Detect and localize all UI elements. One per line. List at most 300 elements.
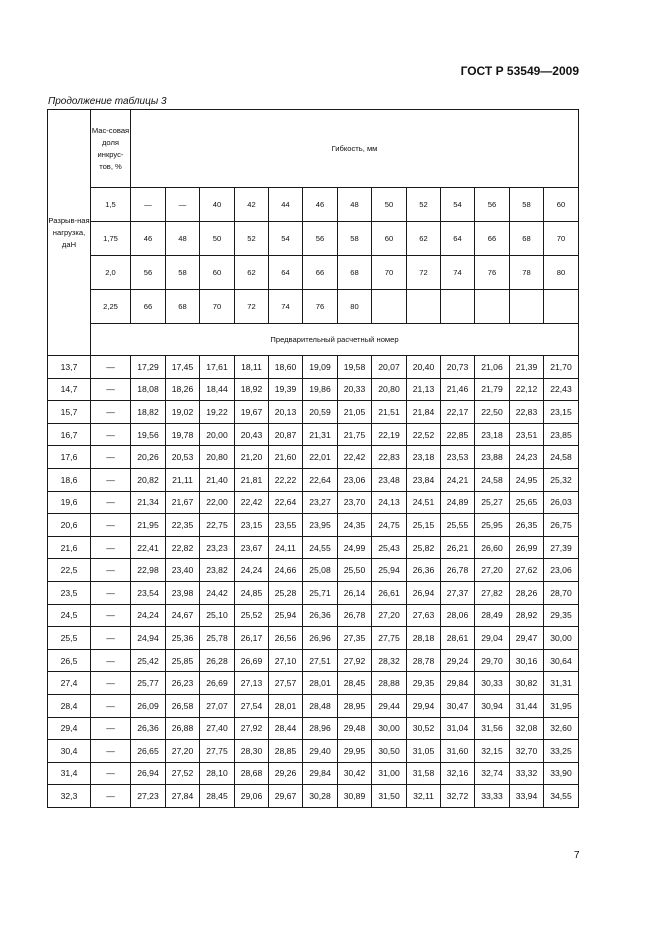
value-cell: 29,26	[269, 762, 303, 785]
value-cell: 17,45	[166, 356, 200, 379]
value-cell: 32,60	[544, 717, 579, 740]
value-cell: 18,26	[166, 378, 200, 401]
mass-fraction-cell: —	[91, 356, 131, 379]
value-cell: 24,24	[235, 559, 269, 582]
mass-fraction-cell: —	[91, 762, 131, 785]
value-cell: 22,52	[407, 423, 441, 446]
value-cell: 19,86	[303, 378, 338, 401]
value-cell: 23,54	[131, 581, 166, 604]
header-row	[48, 222, 579, 256]
value-cell: 29,04	[475, 627, 510, 650]
header-flex-value: 42	[235, 188, 269, 222]
header-flex-value: 70	[200, 290, 235, 324]
value-cell: 21,06	[475, 356, 510, 379]
header-mass-value: 2,0	[91, 256, 131, 290]
value-cell: 31,44	[510, 694, 544, 717]
value-cell: 24,75	[372, 514, 407, 537]
value-cell: 26,36	[303, 604, 338, 627]
header-flex-value: 60	[544, 188, 579, 222]
mass-fraction-cell: —	[91, 401, 131, 424]
header-flex-value: 46	[303, 188, 338, 222]
value-cell: 30,82	[510, 672, 544, 695]
breaking-load-cell: 13,7	[48, 356, 91, 379]
header-flex-value: 66	[475, 222, 510, 256]
value-cell: 25,94	[372, 559, 407, 582]
value-cell: 23,48	[372, 468, 407, 491]
value-cell: 18,44	[200, 378, 235, 401]
header-flex-value: 78	[510, 256, 544, 290]
breaking-load-cell: 26,5	[48, 649, 91, 672]
value-cell: 26,99	[510, 536, 544, 559]
value-cell: 19,56	[131, 423, 166, 446]
value-cell: 30,00	[544, 627, 579, 650]
header-flex-value: 66	[303, 256, 338, 290]
value-cell: 24,55	[303, 536, 338, 559]
value-cell: 21,39	[510, 356, 544, 379]
value-cell: 24,89	[441, 491, 475, 514]
value-cell: 22,50	[475, 401, 510, 424]
value-cell: 28,01	[303, 672, 338, 695]
value-cell: 27,39	[544, 536, 579, 559]
value-cell: 29,95	[338, 740, 372, 763]
value-cell: 18,11	[235, 356, 269, 379]
header-flex-value: 52	[407, 188, 441, 222]
value-cell: 28,45	[338, 672, 372, 695]
header-row	[48, 188, 579, 222]
value-cell: 22,43	[544, 378, 579, 401]
value-cell: 30,28	[303, 785, 338, 808]
value-cell: 32,74	[475, 762, 510, 785]
value-cell: 26,36	[407, 559, 441, 582]
mass-fraction-cell: —	[91, 536, 131, 559]
value-cell: 21,40	[200, 468, 235, 491]
value-cell: 20,73	[441, 356, 475, 379]
table-row	[48, 536, 579, 559]
breaking-load-cell: 30,4	[48, 740, 91, 763]
mass-fraction-cell: —	[91, 581, 131, 604]
value-cell: 29,06	[235, 785, 269, 808]
value-cell: 25,10	[200, 604, 235, 627]
breaking-load-cell: 25,5	[48, 627, 91, 650]
header-flex-value: 68	[510, 222, 544, 256]
value-cell: 21,11	[166, 468, 200, 491]
breaking-load-cell: 22,5	[48, 559, 91, 582]
value-cell: 21,95	[131, 514, 166, 537]
value-cell: 25,85	[166, 649, 200, 672]
header-flex-value: 60	[200, 256, 235, 290]
value-cell: 27,20	[475, 559, 510, 582]
header-flex-value: 56	[303, 222, 338, 256]
value-cell: 31,60	[441, 740, 475, 763]
table-row	[48, 468, 579, 491]
value-cell: 29,24	[441, 649, 475, 672]
value-cell: 28,48	[303, 694, 338, 717]
value-cell: 30,94	[475, 694, 510, 717]
value-cell: 21,46	[441, 378, 475, 401]
header-flex-value: 74	[441, 256, 475, 290]
value-cell: 22,19	[372, 423, 407, 446]
value-cell: 24,21	[441, 468, 475, 491]
value-cell: 25,94	[269, 604, 303, 627]
value-cell: 23,15	[544, 401, 579, 424]
header-flex-value: 62	[407, 222, 441, 256]
value-cell: 20,26	[131, 446, 166, 469]
table-row	[48, 627, 579, 650]
header-flex-value: 70	[544, 222, 579, 256]
value-cell: 25,78	[200, 627, 235, 650]
value-cell: 32,16	[441, 762, 475, 785]
table-row	[48, 762, 579, 785]
table-row	[48, 785, 579, 808]
header-flex-value	[510, 290, 544, 324]
value-cell: 32,70	[510, 740, 544, 763]
value-cell: 26,96	[303, 627, 338, 650]
value-cell: 23,06	[338, 468, 372, 491]
header-row	[48, 290, 579, 324]
value-cell: 26,94	[131, 762, 166, 785]
value-cell: 26,58	[166, 694, 200, 717]
value-cell: 22,83	[372, 446, 407, 469]
value-cell: 23,06	[544, 559, 579, 582]
value-cell: 21,81	[235, 468, 269, 491]
header-flex-value: 40	[200, 188, 235, 222]
header-flex-value: 54	[269, 222, 303, 256]
breaking-load-cell: 17,6	[48, 446, 91, 469]
value-cell: 33,94	[510, 785, 544, 808]
value-cell: 29,84	[441, 672, 475, 695]
value-cell: 34,55	[544, 785, 579, 808]
mass-fraction-cell: —	[91, 694, 131, 717]
value-cell: 27,20	[372, 604, 407, 627]
value-cell: 21,84	[407, 401, 441, 424]
value-cell: 25,43	[372, 536, 407, 559]
value-cell: 28,92	[510, 604, 544, 627]
value-cell: 28,78	[407, 649, 441, 672]
header-mass-value: 2,25	[91, 290, 131, 324]
header-flex-value: 74	[269, 290, 303, 324]
value-cell: 20,13	[269, 401, 303, 424]
value-cell: 24,58	[475, 468, 510, 491]
value-cell: 27,54	[235, 694, 269, 717]
value-cell: 24,67	[166, 604, 200, 627]
value-cell: 19,09	[303, 356, 338, 379]
breaking-load-cell: 29,4	[48, 717, 91, 740]
header-breaking-load: Разрыв-ная нагрузка, даН	[48, 110, 91, 356]
header-flex-value: 80	[338, 290, 372, 324]
header-flex-value: 54	[441, 188, 475, 222]
table-row	[48, 740, 579, 763]
header-flex-value	[372, 290, 407, 324]
value-cell: 30,64	[544, 649, 579, 672]
breaking-load-cell: 31,4	[48, 762, 91, 785]
value-cell: 26,78	[441, 559, 475, 582]
breaking-load-cell: 32,3	[48, 785, 91, 808]
mass-fraction-cell: —	[91, 627, 131, 650]
breaking-load-cell: 14,7	[48, 378, 91, 401]
value-cell: 25,28	[269, 581, 303, 604]
value-cell: 27,20	[166, 740, 200, 763]
value-cell: 33,33	[475, 785, 510, 808]
value-cell: 31,50	[372, 785, 407, 808]
value-cell: 28,61	[441, 627, 475, 650]
value-cell: 29,84	[303, 762, 338, 785]
value-cell: 22,85	[441, 423, 475, 446]
value-cell: 28,10	[200, 762, 235, 785]
value-cell: 27,92	[338, 649, 372, 672]
value-cell: 26,78	[338, 604, 372, 627]
header-flex-value: 72	[235, 290, 269, 324]
header-flex-value: 44	[269, 188, 303, 222]
value-cell: 27,84	[166, 785, 200, 808]
value-cell: 29,35	[407, 672, 441, 695]
value-cell: 25,82	[407, 536, 441, 559]
value-cell: 24,51	[407, 491, 441, 514]
value-cell: 28,26	[510, 581, 544, 604]
value-cell: 31,00	[372, 762, 407, 785]
mass-fraction-cell: —	[91, 514, 131, 537]
value-cell: 22,42	[235, 491, 269, 514]
value-cell: 20,87	[269, 423, 303, 446]
table-caption: Продолжение таблицы 3	[48, 96, 167, 107]
header-flex-value: 76	[475, 256, 510, 290]
value-cell: 19,78	[166, 423, 200, 446]
value-cell: 28,70	[544, 581, 579, 604]
value-cell: 25,95	[475, 514, 510, 537]
header-flex-value: 58	[166, 256, 200, 290]
table-row	[48, 717, 579, 740]
value-cell: 25,42	[131, 649, 166, 672]
value-cell: 33,32	[510, 762, 544, 785]
value-cell: 24,99	[338, 536, 372, 559]
value-cell: 33,90	[544, 762, 579, 785]
value-cell: 31,31	[544, 672, 579, 695]
value-cell: 27,75	[200, 740, 235, 763]
value-cell: 30,89	[338, 785, 372, 808]
value-cell: 30,00	[372, 717, 407, 740]
value-cell: 28,95	[338, 694, 372, 717]
value-cell: 20,82	[131, 468, 166, 491]
header-flex-value: 72	[407, 256, 441, 290]
header-flex-value	[475, 290, 510, 324]
value-cell: 19,02	[166, 401, 200, 424]
table-row	[48, 401, 579, 424]
value-cell: 24,11	[269, 536, 303, 559]
value-cell: 18,92	[235, 378, 269, 401]
header-flex-value: 50	[372, 188, 407, 222]
header-flex-value: —	[131, 188, 166, 222]
value-cell: 26,23	[166, 672, 200, 695]
mass-fraction-cell: —	[91, 717, 131, 740]
value-cell: 33,25	[544, 740, 579, 763]
header-mass-value: 1,75	[91, 222, 131, 256]
header-flex-value: 48	[166, 222, 200, 256]
value-cell: 23,27	[303, 491, 338, 514]
value-cell: 24,94	[131, 627, 166, 650]
value-cell: 20,80	[372, 378, 407, 401]
page-number: 7	[574, 850, 580, 861]
value-cell: 22,64	[303, 468, 338, 491]
value-cell: 24,85	[235, 581, 269, 604]
header-flex-value: 56	[131, 256, 166, 290]
value-cell: 30,52	[407, 717, 441, 740]
value-cell: 27,23	[131, 785, 166, 808]
value-cell: 20,53	[166, 446, 200, 469]
value-cell: 26,75	[544, 514, 579, 537]
value-cell: 30,16	[510, 649, 544, 672]
value-cell: 25,36	[166, 627, 200, 650]
value-cell: 28,32	[372, 649, 407, 672]
value-cell: 17,29	[131, 356, 166, 379]
value-cell: 31,05	[407, 740, 441, 763]
value-cell: 19,58	[338, 356, 372, 379]
value-cell: 24,42	[200, 581, 235, 604]
breaking-load-cell: 18,6	[48, 468, 91, 491]
value-cell: 27,63	[407, 604, 441, 627]
value-cell: 20,07	[372, 356, 407, 379]
value-cell: 27,35	[338, 627, 372, 650]
value-cell: 21,51	[372, 401, 407, 424]
value-cell: 27,13	[235, 672, 269, 695]
standard-number: ГОСТ Р 53549—2009	[460, 64, 579, 78]
value-cell: 23,70	[338, 491, 372, 514]
value-cell: 24,66	[269, 559, 303, 582]
value-cell: 28,06	[441, 604, 475, 627]
value-cell: 31,95	[544, 694, 579, 717]
value-cell: 25,77	[131, 672, 166, 695]
header-flex-value: 52	[235, 222, 269, 256]
value-cell: 17,61	[200, 356, 235, 379]
value-cell: 23,55	[269, 514, 303, 537]
header-row	[48, 256, 579, 290]
value-cell: 23,84	[407, 468, 441, 491]
table-row	[48, 672, 579, 695]
value-cell: 18,82	[131, 401, 166, 424]
value-cell: 32,11	[407, 785, 441, 808]
value-cell: 21,31	[303, 423, 338, 446]
value-cell: 28,49	[475, 604, 510, 627]
value-cell: 24,13	[372, 491, 407, 514]
header-mass-fraction: Мас-совая доля инкрус-тов, %	[91, 110, 131, 188]
value-cell: 19,67	[235, 401, 269, 424]
value-cell: 24,23	[510, 446, 544, 469]
value-cell: 29,35	[544, 604, 579, 627]
value-cell: 22,42	[338, 446, 372, 469]
table-row	[48, 378, 579, 401]
value-cell: 23,40	[166, 559, 200, 582]
header-flex-value: 56	[475, 188, 510, 222]
value-cell: 23,85	[544, 423, 579, 446]
value-cell: 26,09	[131, 694, 166, 717]
value-cell: 29,40	[303, 740, 338, 763]
value-cell: 28,68	[235, 762, 269, 785]
mass-fraction-cell: —	[91, 446, 131, 469]
value-cell: 28,30	[235, 740, 269, 763]
value-cell: 28,85	[269, 740, 303, 763]
value-cell: 26,28	[200, 649, 235, 672]
value-cell: 23,15	[235, 514, 269, 537]
value-cell: 22,64	[269, 491, 303, 514]
value-cell: 24,35	[338, 514, 372, 537]
value-cell: 26,69	[200, 672, 235, 695]
header-flexibility: Гибкость, мм	[131, 110, 579, 188]
value-cell: 25,15	[407, 514, 441, 537]
value-cell: 27,82	[475, 581, 510, 604]
breaking-load-cell: 20,6	[48, 514, 91, 537]
value-cell: 23,67	[235, 536, 269, 559]
header-flex-value: 48	[338, 188, 372, 222]
header-flex-value: 70	[372, 256, 407, 290]
value-cell: 26,88	[166, 717, 200, 740]
value-cell: 21,05	[338, 401, 372, 424]
value-cell: 29,70	[475, 649, 510, 672]
value-cell: 21,13	[407, 378, 441, 401]
value-cell: 30,33	[475, 672, 510, 695]
value-cell: 23,53	[441, 446, 475, 469]
value-cell: 25,50	[338, 559, 372, 582]
breaking-load-cell: 16,7	[48, 423, 91, 446]
value-cell: 20,59	[303, 401, 338, 424]
mass-fraction-cell: —	[91, 491, 131, 514]
value-cell: 25,52	[235, 604, 269, 627]
value-cell: 26,14	[338, 581, 372, 604]
value-cell: 30,42	[338, 762, 372, 785]
value-cell: 32,08	[510, 717, 544, 740]
value-cell: 31,04	[441, 717, 475, 740]
value-cell: 23,51	[510, 423, 544, 446]
value-cell: 26,21	[441, 536, 475, 559]
table-row	[48, 581, 579, 604]
value-cell: 29,44	[372, 694, 407, 717]
value-cell: 22,75	[200, 514, 235, 537]
header-mass-value: 1,5	[91, 188, 131, 222]
header-flex-value: 66	[131, 290, 166, 324]
value-cell: 29,67	[269, 785, 303, 808]
value-cell: 27,62	[510, 559, 544, 582]
mass-fraction-cell: —	[91, 785, 131, 808]
value-cell: 27,75	[372, 627, 407, 650]
table-row	[48, 559, 579, 582]
value-cell: 27,92	[235, 717, 269, 740]
value-cell: 28,18	[407, 627, 441, 650]
value-cell: 26,03	[544, 491, 579, 514]
value-cell: 23,95	[303, 514, 338, 537]
data-table	[47, 109, 579, 808]
header-flex-value: 68	[166, 290, 200, 324]
value-cell: 21,67	[166, 491, 200, 514]
header-flex-value: 64	[269, 256, 303, 290]
value-cell: 22,83	[510, 401, 544, 424]
table-row	[48, 514, 579, 537]
breaking-load-cell: 23,5	[48, 581, 91, 604]
value-cell: 23,18	[475, 423, 510, 446]
value-cell: 26,56	[269, 627, 303, 650]
header-flex-value: 80	[544, 256, 579, 290]
value-cell: 27,37	[441, 581, 475, 604]
value-cell: 21,20	[235, 446, 269, 469]
value-cell: 25,65	[510, 491, 544, 514]
breaking-load-cell: 24,5	[48, 604, 91, 627]
value-cell: 32,15	[475, 740, 510, 763]
value-cell: 26,60	[475, 536, 510, 559]
breaking-load-cell: 28,4	[48, 694, 91, 717]
mass-fraction-cell: —	[91, 672, 131, 695]
value-cell: 25,32	[544, 468, 579, 491]
value-cell: 21,75	[338, 423, 372, 446]
value-cell: 29,48	[338, 717, 372, 740]
value-cell: 22,35	[166, 514, 200, 537]
mass-fraction-cell: —	[91, 378, 131, 401]
value-cell: 22,17	[441, 401, 475, 424]
